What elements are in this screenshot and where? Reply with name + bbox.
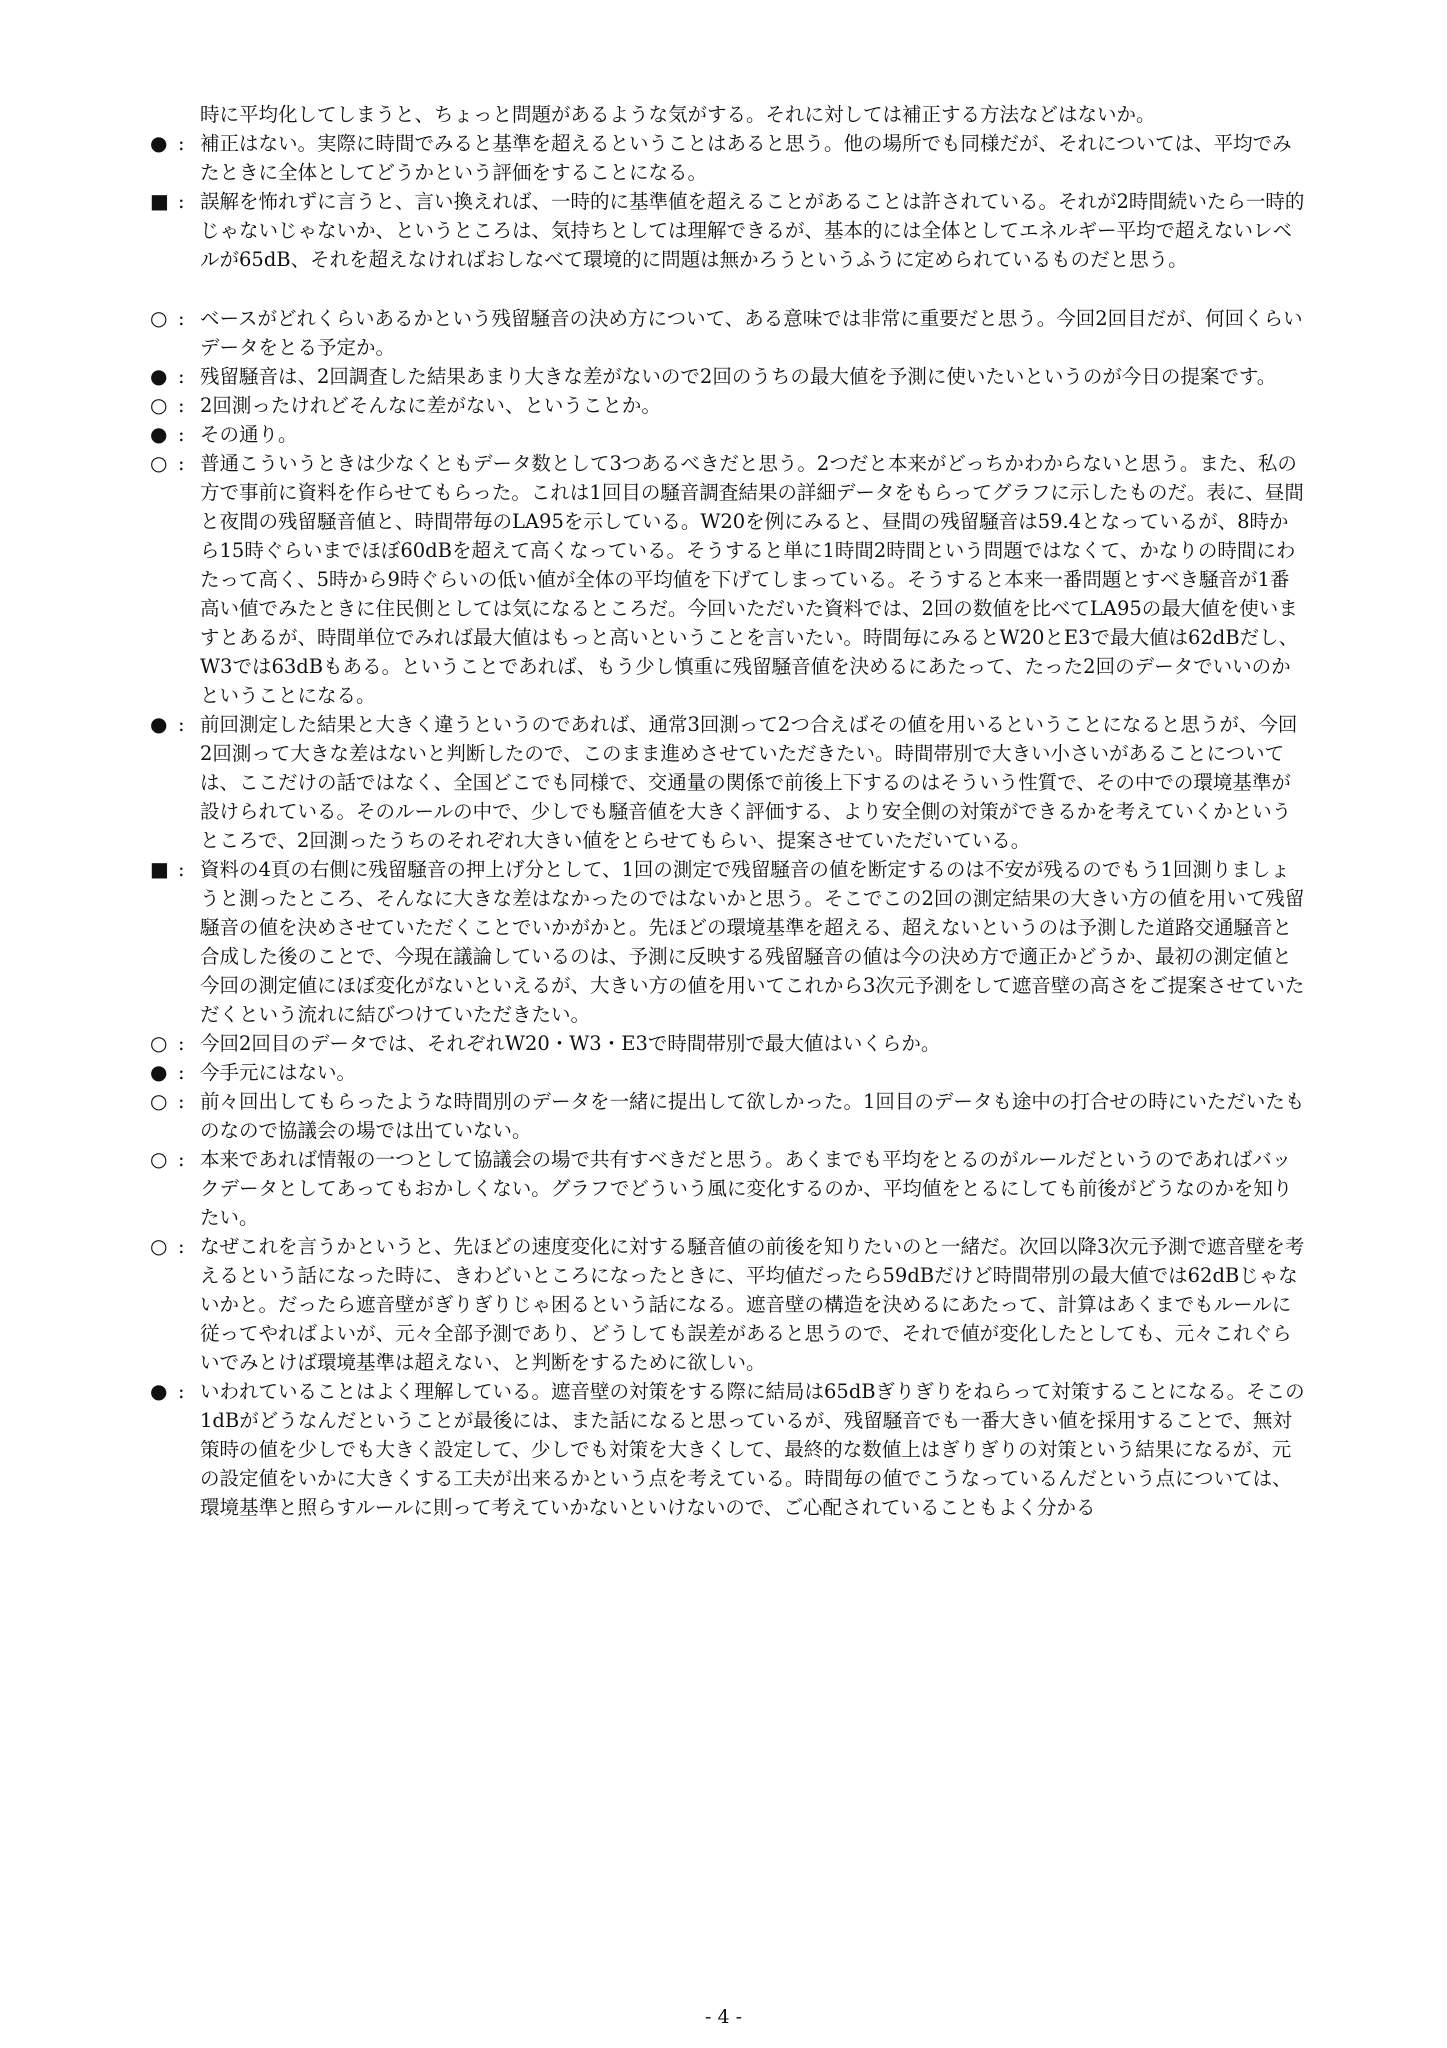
speaker-entry: [150, 1087, 1306, 1145]
statement-text: なぜこれを言うかというと、先ほどの速度変化に対する騒音値の前後を知りたいのと一緒だ。次回以降3次元予測で遮音壁を考えるという話になった時に、きわどいところになったときに、平均値だったら59dBだけど時間帯別の最大値では62dBじゃないかと。だったら遮音壁がぎりぎりじゃ困るという話になる。遮音壁の構造を決めるにあたって、計算はあくまでもルールに従ってやればよいが、元々全部予測であり、どうしても誤差があると思うので、それで値が変化したとしても、元々これぐらいでみとけば環境基準は超えない、と判断をするために欲しい。: [200, 1235, 1305, 1374]
speaker-entry: [150, 362, 1306, 391]
speaker-mark: ●: [150, 1379, 168, 1403]
speaker-entry: [150, 1377, 1306, 1522]
speaker-mark: ○: [150, 451, 168, 475]
speaker-entry: [150, 710, 1306, 855]
speaker-mark: ○: [150, 1031, 168, 1055]
speaker-colon: :: [178, 394, 185, 417]
speaker-mark: ○: [150, 1089, 168, 1113]
speaker-colon: :: [178, 307, 185, 330]
speaker-entry: [150, 1029, 1306, 1058]
page-number: - 4 -: [704, 2006, 742, 2028]
speaker-colon: :: [178, 423, 185, 446]
entry-group-before-gap: [150, 129, 1306, 274]
speaker-colon: :: [178, 713, 185, 736]
statement-text: 資料の4頁の右側に残留騒音の押上げ分として、1回の測定で残留騒音の値を断定するのは不安が残るのでもう1回測りましょうと測ったところ、そんなに大きな差はなかったのではないかと思う。そこでこの2回の測定結果の大きい方の値を用いて残留騒音の値を決めさせていただくことでいかがかと。先ほどの環境基準を超える、超えないというのは予測した道路交通騒音と合成した後のことで、今現在議論しているのは、予測に反映する残留騒音の値は今の決め方で適正かどうか、最初の測定値と今回の測定値にほぼ変化がないといえるが、大きい方の値を用いてこれから3次元予測をして遮音壁の高さをご提案させていただくという流れに結びつけていただきたい。: [200, 858, 1305, 1026]
speaker-mark: ●: [150, 1060, 168, 1084]
speaker-entry: [150, 304, 1306, 362]
speaker-entry: [150, 129, 1306, 187]
speaker-mark: ○: [150, 1147, 168, 1171]
statement-text: その通り。: [200, 423, 298, 446]
speaker-mark: ●: [150, 422, 168, 446]
minutes-body: [150, 100, 1306, 1522]
speaker-entry: [150, 1145, 1306, 1232]
speaker-entry: [150, 391, 1306, 420]
section-gap: [150, 274, 1306, 304]
statement-text: いわれていることはよく理解している。遮音壁の対策をする際に結局は65dBぎりぎりをねらって対策することになる。そこの1dBがどうなんだということが最後には、また話になると思っているが、残留騒音でも一番大きい値を採用することで、無対策時の値を少しでも大きく設定して、少しでも対策を大きくして、最終的な数値上はぎりぎりの対策という結果になるが、元の設定値をいかに大きくする工夫が出来るかという点を考えている。時間毎の値でこうなっているんだという点については、環境基準と照らすルールに則って考えていかないといけないので、ご心配されていることもよく分かる: [200, 1380, 1305, 1519]
speaker-colon: :: [178, 1061, 185, 1084]
speaker-mark: ●: [150, 131, 168, 155]
speaker-entry: [150, 1232, 1306, 1377]
statement-text: 今回2回目のデータでは、それぞれW20・W3・E3で時間帯別で最大値はいくらか。: [200, 1032, 941, 1055]
continuation-text: 時に平均化してしまうと、ちょっと問題があるような気がする。それに対しては補正する方法などはないか。: [200, 103, 1156, 126]
speaker-mark: ●: [150, 364, 168, 388]
statement-text: 前回測定した結果と大きく違うというのであれば、通常3回測って2つ合えばその値を用いるということになると思うが、今回2回測って大きな差はないと判断したので、このまま進めさせていただきたい。時間帯別で大きい小さいがあることについては、ここだけの話ではなく、全国どこでも同様で、交通量の関係で前後上下するのはそういう性質で、その中での環境基準が設けられている。そのルールの中で、少しでも騒音値を大きく評価する、より安全側の対策ができるかを考えていくかというところで、2回測ったうちのそれぞれ大きい値をとらせてもらい、提案させていただいている。: [200, 713, 1298, 852]
speaker-entry: [150, 187, 1306, 274]
speaker-colon: :: [178, 1148, 185, 1171]
statement-text: 誤解を怖れずに言うと、言い換えれば、一時的に基準値を超えることがあることは許されている。それが2時間続いたら一時的じゃないじゃないか、というところは、気持ちとしては理解できるが、基本的には全体としてエネルギー平均で超えないレベルが65dB、それを超えなければおしなべて環境的に問題は無かろうというふうに定められているものだと思う。: [200, 190, 1305, 271]
speaker-mark: ○: [150, 306, 168, 330]
statement-text: 普通こういうときは少なくともデータ数として3つあるべきだと思う。2つだと本来がどっちかわからないと思う。また、私の方で事前に資料を作らせてもらった。これは1回目の騒音調査結果の詳細データをもらってグラフに示したものだ。表に、昼間と夜間の残留騒音値と、時間帯毎のLA95を示している。W20を例にみると、昼間の残留騒音は59.4となっているが、8時から15時ぐらいまでほぼ60dBを超えて高くなっている。そうすると単に1時間2時間という問題ではなくて、かなりの時間にわたって高く、5時から9時ぐらいの低い値が全体の平均値を下げてしまっている。そうすると本来一番問題とすべき騒音が1番高い値でみたときに住民側としては気になるところだ。今回いただいた資料では、2回の数値を比べてLA95の最大値を使いますとあるが、時間単位でみれば最大値はもっと高いということを言いたい。時間毎にみるとW20とE3で最大値は62dBだし、W3では63dBもある。ということであれば、もう少し慎重に残留騒音値を決めるにあたって、たった2回のデータでいいのかということになる。: [200, 452, 1304, 707]
speaker-entry: [150, 420, 1306, 449]
speaker-colon: :: [178, 190, 185, 213]
speaker-mark: ■: [150, 189, 169, 213]
speaker-entry: [150, 855, 1306, 1029]
statement-text: 2回測ったけれどそんなに差がない、ということか。: [200, 394, 661, 417]
speaker-entry: [150, 449, 1306, 710]
speaker-mark: ○: [150, 393, 168, 417]
entry-group: [150, 304, 1306, 1522]
statement-text: 本来であれば情報の一つとして協議会の場で共有すべきだと思う。あくまでも平均をとるのがルールだというのであればバックデータとしてあってもおかしくない。グラフでどういう風に変化するのか、平均値をとるにしても前後がどうなのかを知りたい。: [200, 1148, 1293, 1229]
statement-text: 前々回出してもらったような時間別のデータを一緒に提出して欲しかった。1回目のデータも途中の打合せの時にいただいたものなので協議会の場では出ていない。: [200, 1090, 1305, 1142]
statement-text: 今手元にはない。: [200, 1061, 357, 1084]
speaker-colon: :: [178, 858, 185, 881]
speaker-colon: :: [178, 1090, 185, 1113]
statement-text: ベースがどれくらいあるかという残留騒音の決め方について、ある意味では非常に重要だと思う。今回2回目だが、何回くらいデータをとる予定か。: [200, 307, 1303, 359]
speaker-colon: :: [178, 1032, 185, 1055]
statement-text: 補正はない。実際に時間でみると基準を超えるということはあると思う。他の場所でも同様だが、それについては、平均でみたときに全体としてどうかという評価をすることになる。: [200, 132, 1292, 184]
statement-text: 残留騒音は、2回調査した結果あまり大きな差がないので2回のうちの最大値を予測に使いたいというのが今日の提案です。: [200, 365, 1277, 388]
speaker-entry: [150, 1058, 1306, 1087]
speaker-colon: :: [178, 365, 185, 388]
speaker-mark: ○: [150, 1234, 168, 1258]
speaker-mark: ●: [150, 712, 168, 736]
speaker-mark: ■: [150, 857, 169, 881]
speaker-colon: :: [178, 132, 185, 155]
speaker-colon: :: [178, 1235, 185, 1258]
speaker-colon: :: [178, 1380, 185, 1403]
speaker-colon: :: [178, 452, 185, 475]
